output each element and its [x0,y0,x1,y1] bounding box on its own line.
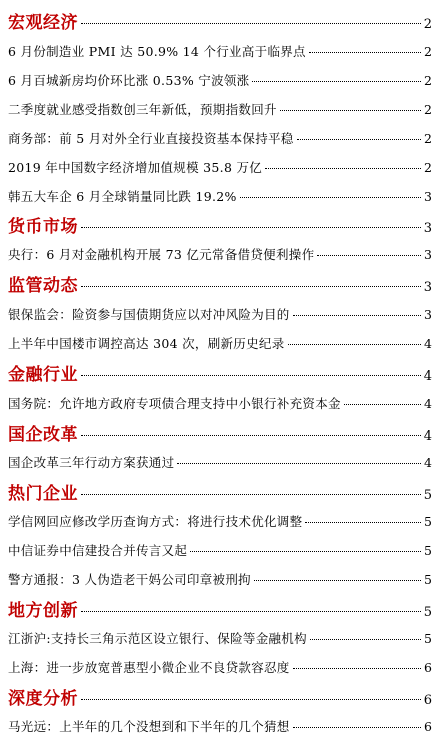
toc-section[interactable] [8,420,432,446]
leader-dots [81,435,421,436]
toc-item[interactable] [8,245,432,267]
toc-item[interactable] [8,394,432,416]
toc-item[interactable] [8,187,432,209]
toc-page-number: 4 [424,396,432,411]
toc-item[interactable] [8,42,432,64]
toc-section-title: 热门企业 [8,484,78,504]
toc-section[interactable] [8,212,432,238]
toc-section[interactable] [8,271,432,297]
toc-page-number: 3 [424,247,432,262]
toc-item-title: 6 月百城新房均价环比涨 0.53% 宁波领涨 [8,73,250,88]
leader-dots [252,81,421,82]
toc-page-number: 3 [424,189,432,204]
leader-dots [305,522,421,523]
toc-page-number: 3 [424,307,432,322]
toc-item-title: 马光远：上半年的几个没想到和下半年的几个猜想 [8,719,290,734]
toc-item-title: 国务院：允许地方政府专项债合理支持中小银行补充资本金 [8,396,341,411]
toc-section[interactable] [8,596,432,622]
toc-page-number: 3 [423,221,432,236]
toc-section[interactable] [8,479,432,505]
toc-item-title: 6 月份制造业 PMI 达 50.9% 14 个行业高于临界点 [8,44,306,59]
toc-page-number: 5 [423,605,432,620]
toc-item[interactable] [8,541,432,563]
leader-dots [309,52,421,53]
leader-dots [81,227,421,228]
toc-page-number: 5 [424,543,432,558]
leader-dots [240,197,421,198]
leader-dots [317,255,421,256]
toc-item[interactable] [8,129,432,151]
toc-item[interactable] [8,512,432,534]
toc-section[interactable] [8,360,432,386]
toc-page-number: 3 [423,280,432,295]
toc-item-title: 学信网回应修改学历查询方式：将进行技术优化调整 [8,514,303,529]
leader-dots [280,110,421,111]
toc-page-number: 6 [424,660,432,675]
toc-item-title: 上海：进一步放宽普惠型小微企业不良贷款容忍度 [8,660,290,675]
toc-page-number: 2 [424,73,432,88]
toc-page-number: 4 [423,429,432,444]
leader-dots [293,727,421,728]
leader-dots [288,344,422,345]
toc-item-title: 二季度就业感受指数创三年新低，预期指数回升 [8,102,277,117]
leader-dots [177,463,421,464]
toc-item-title: 江浙沪:支持长三角示范区设立银行、保险等金融机构 [8,631,307,646]
toc-page-number: 5 [424,572,432,587]
toc-item[interactable] [8,570,432,592]
leader-dots [310,639,421,640]
leader-dots [265,168,421,169]
toc-item[interactable] [8,629,432,651]
toc-item[interactable] [8,453,432,475]
leader-dots [293,315,421,316]
toc-item-title: 中信证券中信建投合并传言又起 [8,543,188,558]
leader-dots [81,375,421,376]
toc-page-number: 4 [424,455,432,470]
toc-item[interactable] [8,658,432,680]
toc-section-title: 宏观经济 [8,13,78,33]
toc-item[interactable] [8,71,432,93]
toc-item-title: 韩五大车企 6 月全球销量同比跌 19.2% [8,189,237,204]
toc-section[interactable] [8,8,432,34]
leader-dots [344,404,421,405]
toc-page-number: 2 [424,160,432,175]
leader-dots [81,494,421,495]
toc-section-title: 货币市场 [8,217,78,237]
toc-item-title: 2019 年中国数字经济增加值规模 35.8 万亿 [8,160,263,175]
toc-page-number: 6 [423,693,432,708]
toc-item[interactable] [8,100,432,122]
leader-dots [81,286,421,287]
leader-dots [297,139,421,140]
toc-item-title: 警方通报：3 人伪造老干妈公司印章被刑拘 [8,572,251,587]
toc-item-title: 银保监会：险资参与国债期货应以对冲风险为目的 [8,307,290,322]
toc-section[interactable] [8,684,432,710]
toc-section-title: 国企改革 [8,425,78,445]
toc-item-title: 央行：6 月对金融机构开展 73 亿元常备借贷便利操作 [8,247,315,262]
toc-page-number: 2 [423,17,432,32]
toc-item[interactable] [8,158,432,180]
toc-page-number: 5 [423,488,432,503]
leader-dots [81,23,421,24]
leader-dots [81,699,421,700]
toc-page-number: 2 [424,131,432,146]
toc-section-title: 监管动态 [8,276,78,296]
toc-section-title: 地方创新 [8,601,78,621]
toc-item-title: 商务部：前 5 月对外全行业直接投资基本保持平稳 [8,131,294,146]
toc-item-title: 上半年中国楼市调控高达 304 次，刷新历史纪录 [8,336,285,351]
toc-page-number: 5 [424,514,432,529]
toc-page-number: 4 [424,336,432,351]
toc-page-number: 2 [424,102,432,117]
toc-page-number: 6 [424,719,432,734]
toc-page-number: 5 [424,631,432,646]
leader-dots [254,580,421,581]
leader-dots [81,611,421,612]
toc-item[interactable] [8,305,432,327]
leader-dots [293,668,421,669]
toc-item-title: 国企改革三年行动方案获通过 [8,455,175,470]
toc-section-title: 金融行业 [8,365,78,385]
toc-item[interactable] [8,717,432,739]
toc-item[interactable] [8,334,432,356]
toc-page-number: 4 [423,369,432,384]
leader-dots [190,551,421,552]
toc-page-number: 2 [424,44,432,59]
toc-section-title: 深度分析 [8,689,78,709]
